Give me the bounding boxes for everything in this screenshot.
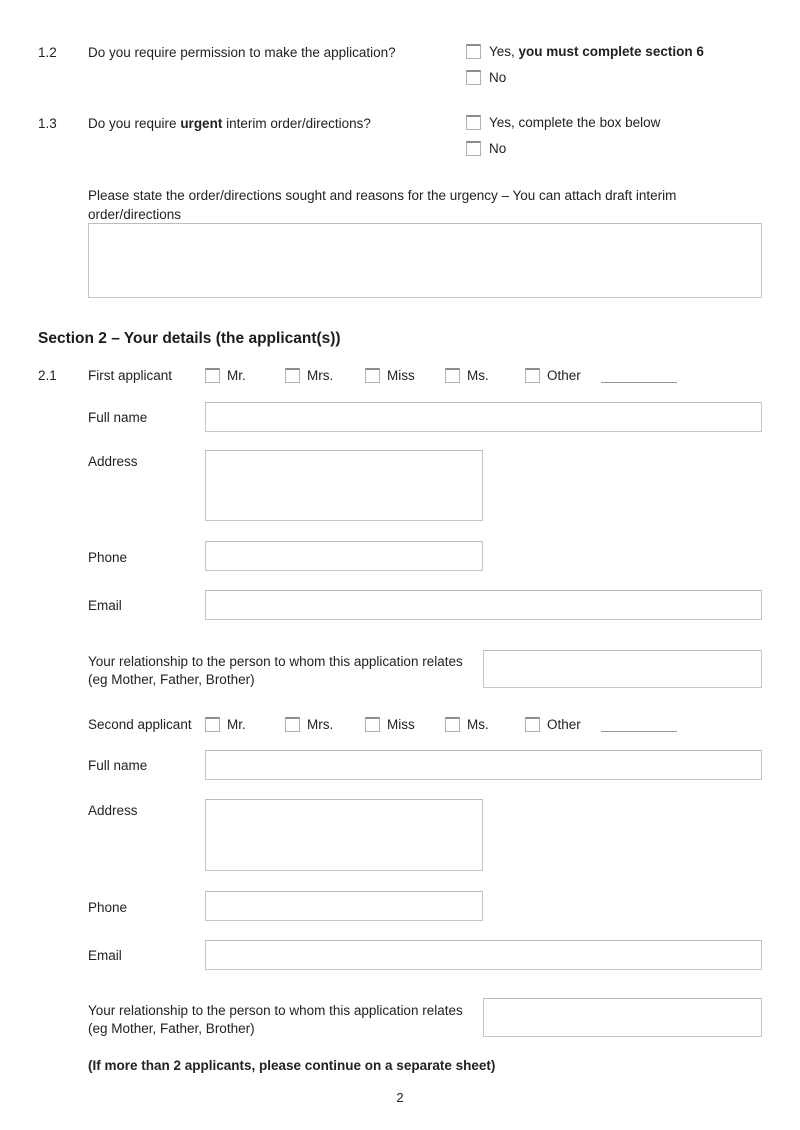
- title-mrs-label: Mrs.: [307, 716, 334, 732]
- first-applicant-title-mrs-checkbox[interactable]: [285, 368, 300, 383]
- title-miss-label: Miss: [387, 367, 415, 383]
- second-applicant-phone-label: Phone: [88, 900, 128, 915]
- title-mrs-label: Mrs.: [307, 367, 334, 383]
- more-applicants-note: (If more than 2 applicants, please continue on a separate sheet): [88, 1058, 496, 1073]
- second-applicant-label: Second applicant: [88, 717, 192, 732]
- first-applicant-other-title-line: [601, 382, 677, 383]
- question-1-3-options: [466, 114, 766, 174]
- second-applicant-title-other: [525, 716, 581, 733]
- second-applicant-fullname-label: Full name: [88, 758, 148, 773]
- first-applicant-title-ms: [445, 367, 489, 384]
- q12-no-option: [466, 69, 506, 86]
- second-applicant-title-mr: [205, 716, 246, 733]
- second-applicant-title-mr-checkbox[interactable]: [205, 717, 220, 732]
- first-applicant-title-other: [525, 367, 581, 384]
- second-applicant-address-textarea[interactable]: [205, 799, 483, 871]
- item-number-2-1: 2.1: [38, 368, 57, 383]
- question-1-2-options: [466, 43, 766, 103]
- first-applicant-title-mr: [205, 367, 246, 384]
- first-applicant-label: First applicant: [88, 368, 173, 383]
- q13-yes-checkbox[interactable]: [466, 115, 481, 130]
- second-applicant-title-ms: [445, 716, 489, 733]
- first-applicant-title-mrs: [285, 367, 333, 384]
- q13-no-checkbox[interactable]: [466, 141, 481, 156]
- item-number-1-2: 1.2: [38, 45, 57, 60]
- second-applicant-title-miss-checkbox[interactable]: [365, 717, 380, 732]
- first-applicant-relationship-label: Your relationship to the person to whom this application relates (eg Mother, Father, Brother): [88, 654, 463, 687]
- first-applicant-address-textarea[interactable]: [205, 450, 483, 521]
- first-applicant-email-input[interactable]: [205, 590, 762, 620]
- title-ms-label: Ms.: [467, 367, 489, 383]
- second-applicant-title-miss: [365, 716, 415, 733]
- first-applicant-email-label: Email: [88, 598, 122, 613]
- second-applicant-fullname-input[interactable]: [205, 750, 762, 780]
- urgency-details-textarea[interactable]: [88, 223, 762, 298]
- second-applicant-relationship-input[interactable]: [483, 998, 762, 1037]
- first-applicant-phone-input[interactable]: [205, 541, 483, 571]
- second-applicant-title-mrs: [285, 716, 333, 733]
- q13-yes-label: Yes, complete the box below: [489, 114, 661, 130]
- second-applicant-phone-input[interactable]: [205, 891, 483, 921]
- first-applicant-title-other-checkbox[interactable]: [525, 368, 540, 383]
- question-1-3-text: Do you require urgent interim order/directions?: [88, 116, 371, 131]
- q12-no-label: No: [489, 69, 507, 85]
- second-applicant-title-ms-checkbox[interactable]: [445, 717, 460, 732]
- second-applicant-other-title-line: [601, 731, 677, 732]
- first-applicant-address-label: Address: [88, 454, 138, 469]
- title-other-label: Other: [547, 367, 581, 383]
- title-other-label: Other: [547, 716, 581, 732]
- second-applicant-email-input[interactable]: [205, 940, 762, 970]
- second-applicant-relationship-label: Your relationship to the person to whom this application relates (eg Mother, Father, Brother): [88, 1003, 463, 1036]
- q13-yes-option: [466, 114, 660, 131]
- title-miss-label: Miss: [387, 716, 415, 732]
- urgency-prompt-text: Please state the order/directions sought and reasons for the urgency – You can attach draft interim order/directions: [88, 188, 677, 222]
- question-1-2-text: Do you require permission to make the application?: [88, 45, 396, 60]
- first-applicant-title-ms-checkbox[interactable]: [445, 368, 460, 383]
- q12-yes-checkbox[interactable]: [466, 44, 481, 59]
- q12-yes-label: Yes, you must complete section 6: [489, 43, 704, 59]
- title-ms-label: Ms.: [467, 716, 489, 732]
- first-applicant-title-miss: [365, 367, 415, 384]
- first-applicant-title-miss-checkbox[interactable]: [365, 368, 380, 383]
- title-mr-label: Mr.: [227, 716, 246, 732]
- second-applicant-address-label: Address: [88, 803, 138, 818]
- q13-no-label: No: [489, 140, 507, 156]
- q12-yes-option: [466, 43, 704, 60]
- q13-no-option: [466, 140, 506, 157]
- second-applicant-title-mrs-checkbox[interactable]: [285, 717, 300, 732]
- section-2-heading: Section 2 – Your details (the applicant(s)): [38, 330, 341, 347]
- second-applicant-email-label: Email: [88, 948, 122, 963]
- first-applicant-fullname-input[interactable]: [205, 402, 762, 432]
- page-number: 2: [396, 1090, 404, 1105]
- title-mr-label: Mr.: [227, 367, 246, 383]
- first-applicant-phone-label: Phone: [88, 550, 128, 565]
- q12-no-checkbox[interactable]: [466, 70, 481, 85]
- first-applicant-relationship-input[interactable]: [483, 650, 762, 688]
- first-applicant-title-mr-checkbox[interactable]: [205, 368, 220, 383]
- second-applicant-title-other-checkbox[interactable]: [525, 717, 540, 732]
- first-applicant-fullname-label: Full name: [88, 410, 148, 425]
- item-number-1-3: 1.3: [38, 116, 57, 131]
